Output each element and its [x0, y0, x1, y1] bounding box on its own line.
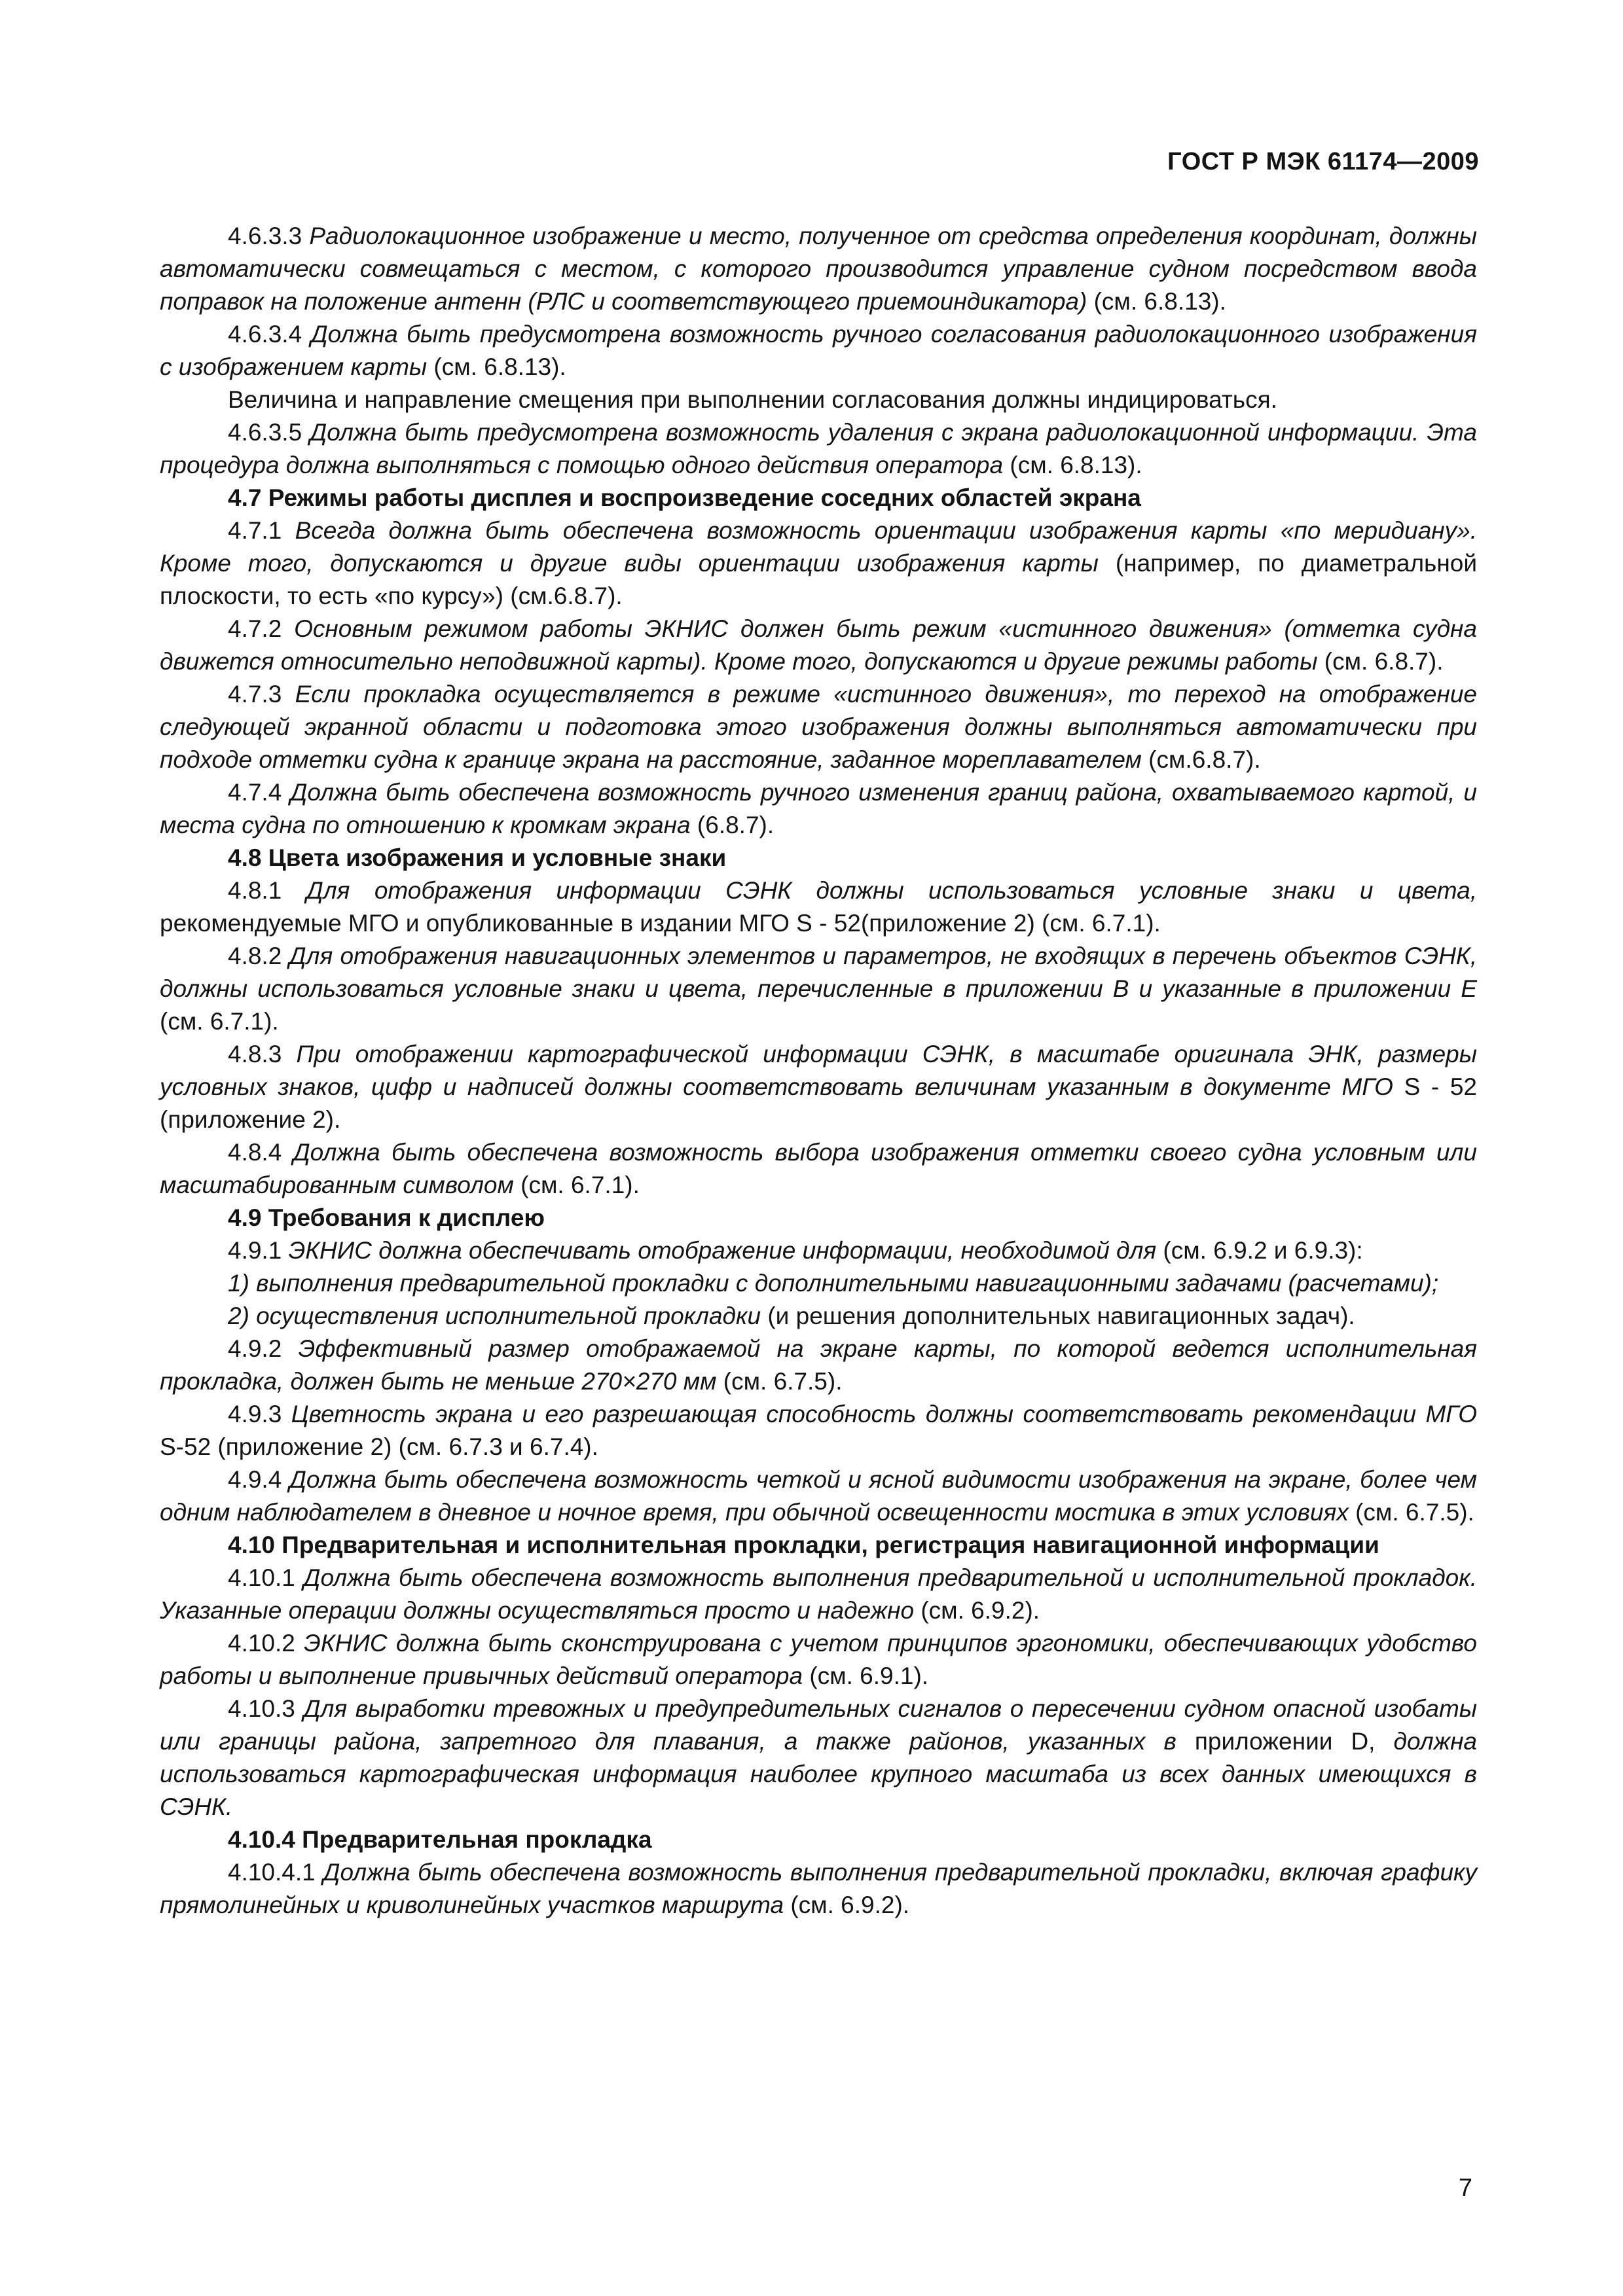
- clause-text: ЭКНИС должна обеспечивать отображение информации, необходимой для: [288, 1237, 1157, 1264]
- clause-reference: (см. 6.9.1).: [803, 1662, 929, 1689]
- paragraph: [160, 678, 1477, 776]
- clause-text-continued: должна использоваться картографическая информация наиболее крупного масштаба из всех данных имеющихся в СЭНК.: [160, 1728, 1478, 1820]
- paragraph: [160, 220, 1477, 318]
- paragraph: [160, 1562, 1477, 1627]
- clause-number: 4.9.1: [228, 1237, 289, 1264]
- clause-text: Цветность экрана и его разрешающая способность должны соответствовать рекомендации МГО: [291, 1401, 1477, 1427]
- clause-number: 4.8.2: [228, 942, 289, 969]
- clause-number: 4.7.1: [228, 517, 295, 544]
- paragraph: [160, 1333, 1477, 1398]
- clause-reference: (см. 6.7.5).: [1348, 1499, 1474, 1526]
- clause-text: Должна быть предусмотрена возможность ручного согласования радиолокационного изображения с изображением карты: [160, 321, 1478, 380]
- clause-number: 4.8.3: [228, 1041, 297, 1067]
- section-heading: 4.7 Режимы работы дисплея и воспроизведение соседних областей экрана: [228, 484, 1141, 511]
- clause-text: Для выработки тревожных и предупредительных сигналов о пересечении судном опасной изобаты или границы района, запретного для плавания, а также районов, указанных в: [160, 1695, 1477, 1755]
- clause-text: Эффективный размер отображаемой на экране карты, по которой ведется исполнительная прокладка, должен быть не меньше 270×270 мм: [160, 1335, 1477, 1395]
- clause-reference: Величина и направление смещения при выполнении согласования должны индицироваться.: [228, 386, 1277, 413]
- paragraph: [160, 613, 1477, 678]
- paragraph: [160, 1627, 1477, 1693]
- document-body: [160, 220, 1477, 1922]
- paragraph: [160, 1234, 1477, 1267]
- clause-number: 4.7.4: [228, 779, 291, 806]
- paragraph: [160, 1398, 1477, 1463]
- paragraph: [160, 940, 1477, 1038]
- clause-reference: (см. 6.8.13).: [1087, 288, 1226, 315]
- clause-number: 4.10.3: [228, 1695, 304, 1722]
- clause-number: 4.10.2: [228, 1630, 304, 1657]
- clause-reference: приложении D,: [1176, 1728, 1394, 1755]
- clause-reference: (6.8.7).: [690, 812, 775, 838]
- clause-text: Радиолокационное изображение и место, полученное от средства определения координат, должны автоматически совмещаться с местом, с которого производится управление судном посредством ввода поправок на положение антенн (РЛС и соответствующего приемоиндикатора): [160, 223, 1477, 315]
- clause-number: 4.7.3: [228, 681, 295, 708]
- page-number: 7: [1458, 2174, 1472, 2202]
- clause-text: 1) выполнения предварительной прокладки с дополнительными навигационными задачами (расчетами);: [228, 1270, 1439, 1297]
- clause-reference: (и решения дополнительных навигационных задач).: [761, 1302, 1355, 1329]
- section-heading: 4.9 Требования к дисплею: [228, 1204, 545, 1231]
- paragraph: [160, 416, 1477, 482]
- clause-text: Должна быть обеспечена возможность ручного изменения границ района, охватываемого картой, и места судна по отношению к кромкам экрана: [160, 779, 1477, 838]
- clause-reference: (см. 6.8.13).: [1003, 452, 1142, 478]
- clause-reference: (см. 6.7.5).: [716, 1368, 843, 1395]
- clause-reference: (см. 6.7.1).: [160, 1008, 279, 1035]
- clause-number: 4.6.3.3: [228, 223, 310, 249]
- paragraph: [160, 1038, 1477, 1136]
- clause-number: 4.10.4.1: [228, 1859, 323, 1886]
- section-heading: 4.10 Предварительная и исполнительная прокладки, регистрация навигационной информации: [228, 1532, 1379, 1558]
- clause-text: Для отображения навигационных элементов и параметров, не входящих в перечень объектов СЭНК, должны использоваться условные знаки и цвета, перечисленные в приложении В и указанные в приложении Е: [160, 942, 1478, 1002]
- document-header: ГОСТ Р МЭК 61174—2009: [1167, 148, 1479, 175]
- paragraph: [160, 318, 1477, 384]
- clause-number: 4.9.2: [228, 1335, 299, 1362]
- paragraph: [160, 384, 1477, 416]
- clause-number: 4.9.3: [228, 1401, 291, 1427]
- clause-reference: (см.6.8.7).: [1141, 746, 1261, 773]
- section-heading: 4.8 Цвета изображения и условные знаки: [228, 844, 727, 871]
- clause-number: 4.7.2: [228, 615, 295, 642]
- paragraph: [160, 1267, 1477, 1300]
- paragraph: [160, 1463, 1477, 1529]
- paragraph: [160, 776, 1477, 842]
- clause-text: Должна быть обеспечена возможность выбора изображения отметки своего судна условным или масштабированным символом: [160, 1139, 1477, 1198]
- clause-reference: S-52 (приложение 2) (см. 6.7.3 и 6.7.4).: [160, 1433, 598, 1460]
- clause-reference: (см. 6.9.2).: [784, 1892, 910, 1918]
- clause-number: 4.9.4: [228, 1466, 289, 1493]
- clause-number: 4.8.1: [228, 877, 306, 904]
- clause-text: Основным режимом работы ЭКНИС должен быть режим «истинного движения» (отметка судна движется относительно неподвижной карты). Кроме того, допускаются и другие режимы работы: [160, 615, 1477, 675]
- paragraph: [160, 1856, 1477, 1922]
- paragraph: [160, 1300, 1477, 1333]
- clause-reference: (см. 6.9.2 и 6.9.3):: [1156, 1237, 1363, 1264]
- section-heading: 4.10.4 Предварительная прокладка: [228, 1826, 652, 1853]
- clause-reference: рекомендуемые МГО и опубликованные в издании МГО S - 52(приложение 2) (см. 6.7.1).: [160, 910, 1161, 937]
- clause-number: 4.6.3.5: [228, 419, 310, 446]
- clause-reference: (например, по диаметральной плоскости, то есть «по курсу») (см.6.8.7).: [160, 550, 1477, 609]
- clause-reference: S - 52 (приложение 2).: [160, 1073, 1478, 1133]
- clause-reference: (см. 6.7.1).: [513, 1172, 640, 1198]
- paragraph: [160, 514, 1477, 613]
- clause-text: Должна быть обеспечена возможность четкой и ясной видимости изображения на экране, более чем одним наблюдателем в дневное и ночное время, при обычной освещенности мостика в этих условиях: [160, 1466, 1478, 1526]
- clause-text: Для отображения информации СЭНК должны использоваться условные знаки и цвета,: [306, 877, 1478, 904]
- clause-reference: (см. 6.9.2).: [914, 1597, 1040, 1624]
- clause-number: 4.10.1: [228, 1564, 304, 1591]
- clause-text: ЭКНИС должна быть сконструирована с учетом принципов эргономики, обеспечивающих удобство работы и выполнение привычных действий оператора: [160, 1630, 1477, 1689]
- clause-text: Должна быть обеспечена возможность выполнения предварительной и исполнительной прокладок. Указанные операции должны осуществляться просто и надежно: [160, 1564, 1477, 1624]
- clause-text: При отображении картографической информации СЭНК, в масштабе оригинала ЭНК, размеры условных знаков, цифр и надписей должны соответствовать величинам указанным в документе МГО: [160, 1041, 1477, 1100]
- clause-text: Должна быть обеспечена возможность выполнения предварительной прокладки, включая графику прямолинейных и криволинейных участков маршрута: [160, 1859, 1477, 1918]
- clause-number: 4.8.4: [228, 1139, 293, 1166]
- clause-reference: (см. 6.8.13).: [427, 353, 566, 380]
- clause-text: Всегда должна быть обеспечена возможность ориентации изображения карты «по меридиану». Кроме того, допускаются и другие виды ориентации изображения карты: [160, 517, 1477, 577]
- clause-number: 4.6.3.4: [228, 321, 311, 348]
- clause-text: 2) осуществления исполнительной прокладки: [228, 1302, 761, 1329]
- clause-reference: (см. 6.8.7).: [1317, 648, 1444, 675]
- paragraph: [160, 874, 1477, 940]
- paragraph: [160, 1136, 1477, 1202]
- clause-text: Если прокладка осуществляется в режиме «истинного движения», то переход на отображение следующей экранной области и подготовка этого изображения должны выполняться автоматически при подходе отметки судна к границе экрана на расстояние, заданное мореплавателем: [160, 681, 1478, 773]
- paragraph: [160, 1693, 1477, 1823]
- clause-text: Должна быть предусмотрена возможность удаления с экрана радиолокационной информации. Эта процедура должна выполняться с помощью одного действия оператора: [160, 419, 1477, 478]
